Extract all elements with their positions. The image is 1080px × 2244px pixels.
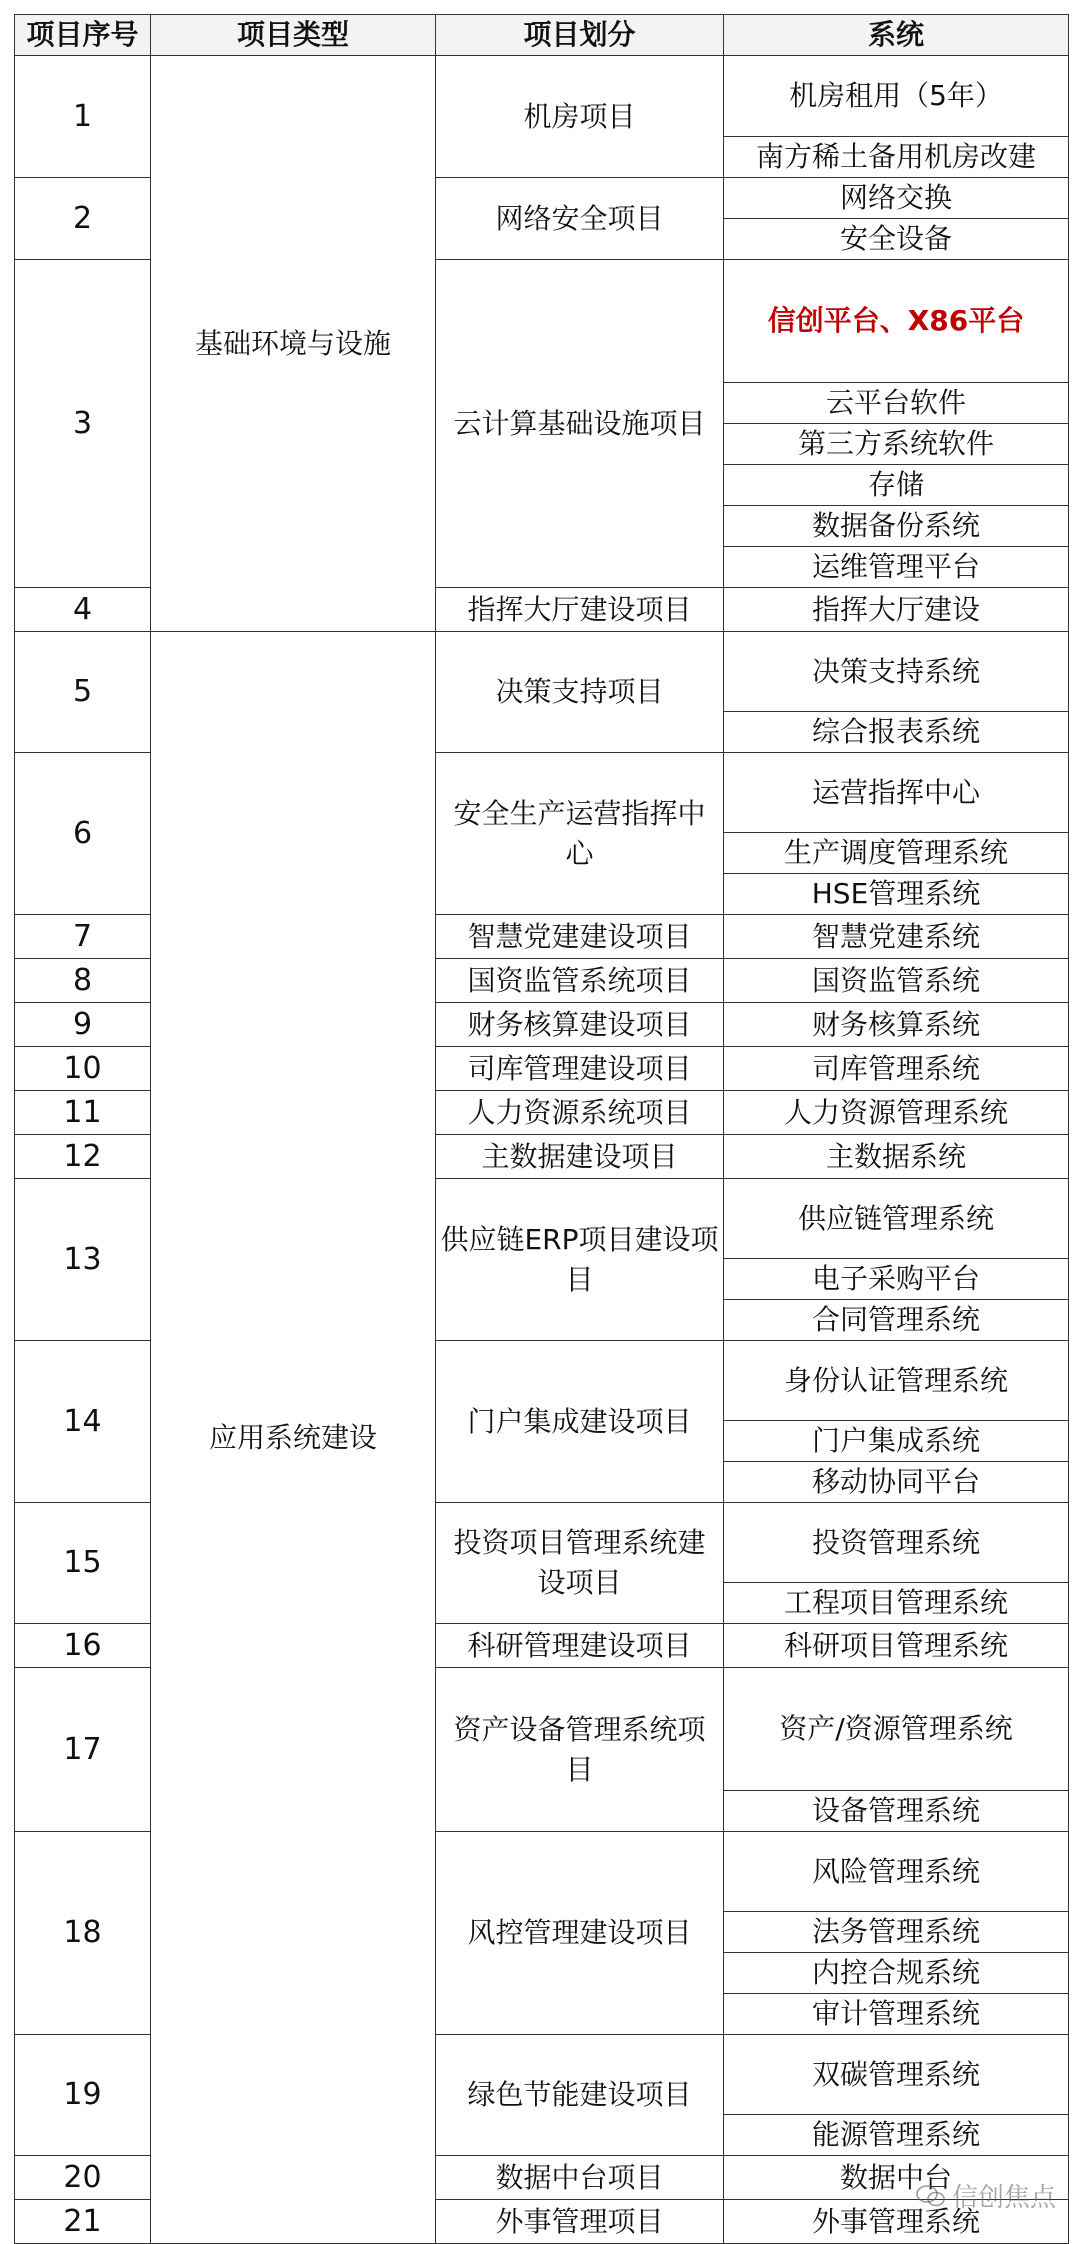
system-cell: 综合报表系统 bbox=[724, 712, 1069, 753]
project-name: 门户集成建设项目 bbox=[436, 1341, 724, 1503]
row-number: 18 bbox=[15, 1832, 151, 2035]
system-cell: 决策支持系统 bbox=[724, 632, 1069, 712]
project-name: 智慧党建建设项目 bbox=[436, 915, 724, 959]
system-cell: 运营指挥中心 bbox=[724, 753, 1069, 833]
project-name: 司库管理建设项目 bbox=[436, 1047, 724, 1091]
row-number: 1 bbox=[15, 56, 151, 178]
project-name: 供应链ERP项目建设项目 bbox=[436, 1179, 724, 1341]
row-number: 6 bbox=[15, 753, 151, 915]
project-name: 投资项目管理系统建设项目 bbox=[436, 1503, 724, 1624]
project-table bbox=[14, 14, 1069, 2244]
project-type-infrastructure: 基础环境与设施 bbox=[151, 56, 436, 632]
project-name: 外事管理项目 bbox=[436, 2200, 724, 2244]
system-cell: 能源管理系统 bbox=[724, 2115, 1069, 2156]
row-number: 16 bbox=[15, 1624, 151, 1668]
system-cell: 投资管理系统 bbox=[724, 1503, 1069, 1583]
system-cell: 法务管理系统 bbox=[724, 1912, 1069, 1953]
system-cell: 设备管理系统 bbox=[724, 1791, 1069, 1832]
system-cell: 资产/资源管理系统 bbox=[724, 1668, 1069, 1791]
system-cell: 门户集成系统 bbox=[724, 1421, 1069, 1462]
system-cell: 智慧党建系统 bbox=[724, 915, 1069, 959]
project-type-applications: 应用系统建设 bbox=[151, 632, 436, 2244]
system-cell: 科研项目管理系统 bbox=[724, 1624, 1069, 1668]
system-cell: 双碳管理系统 bbox=[724, 2035, 1069, 2115]
system-cell: 南方稀土备用机房改建 bbox=[724, 137, 1069, 178]
system-cell: 生产调度管理系统 bbox=[724, 833, 1069, 874]
header-row bbox=[15, 15, 1069, 56]
system-cell: 司库管理系统 bbox=[724, 1047, 1069, 1091]
row-number: 10 bbox=[15, 1047, 151, 1091]
system-cell: 财务核算系统 bbox=[724, 1003, 1069, 1047]
row-number: 13 bbox=[15, 1179, 151, 1341]
project-name: 科研管理建设项目 bbox=[436, 1624, 724, 1668]
row-number: 9 bbox=[15, 1003, 151, 1047]
system-cell: 第三方系统软件 bbox=[724, 424, 1069, 465]
project-name: 安全生产运营指挥中心 bbox=[436, 753, 724, 915]
row-number: 11 bbox=[15, 1091, 151, 1135]
project-name: 资产设备管理系统项目 bbox=[436, 1668, 724, 1832]
row-number: 20 bbox=[15, 2156, 151, 2200]
system-cell: HSE管理系统 bbox=[724, 874, 1069, 915]
system-cell: 数据备份系统 bbox=[724, 506, 1069, 547]
project-name: 决策支持项目 bbox=[436, 632, 724, 753]
system-cell: 电子采购平台 bbox=[724, 1259, 1069, 1300]
project-name: 网络安全项目 bbox=[436, 178, 724, 260]
row-number: 15 bbox=[15, 1503, 151, 1624]
project-name: 云计算基础设施项目 bbox=[436, 260, 724, 588]
row-number: 17 bbox=[15, 1668, 151, 1832]
system-cell: 审计管理系统 bbox=[724, 1994, 1069, 2035]
project-name: 机房项目 bbox=[436, 56, 724, 178]
system-cell: 指挥大厅建设 bbox=[724, 588, 1069, 632]
table-row bbox=[15, 632, 1069, 712]
system-cell: 内控合规系统 bbox=[724, 1953, 1069, 1994]
system-cell: 外事管理系统 bbox=[724, 2200, 1069, 2244]
system-cell: 国资监管系统 bbox=[724, 959, 1069, 1003]
project-name: 数据中台项目 bbox=[436, 2156, 724, 2200]
project-name: 人力资源系统项目 bbox=[436, 1091, 724, 1135]
row-number: 19 bbox=[15, 2035, 151, 2156]
wechat-icon bbox=[916, 2184, 946, 2208]
row-number: 14 bbox=[15, 1341, 151, 1503]
row-number: 2 bbox=[15, 178, 151, 260]
row-number: 8 bbox=[15, 959, 151, 1003]
row-number: 7 bbox=[15, 915, 151, 959]
header-project-no: 项目序号 bbox=[15, 15, 151, 56]
system-cell: 身份认证管理系统 bbox=[724, 1341, 1069, 1421]
watermark bbox=[916, 2177, 1056, 2214]
project-name: 绿色节能建设项目 bbox=[436, 2035, 724, 2156]
project-name: 主数据建设项目 bbox=[436, 1135, 724, 1179]
row-number: 3 bbox=[15, 260, 151, 588]
watermark-text: 信创焦点 bbox=[951, 2183, 1056, 2213]
system-cell: 安全设备 bbox=[724, 219, 1069, 260]
project-name: 指挥大厅建设项目 bbox=[436, 588, 724, 632]
system-cell: 移动协同平台 bbox=[724, 1462, 1069, 1503]
row-number: 4 bbox=[15, 588, 151, 632]
system-cell: 数据中台 bbox=[724, 2156, 1069, 2200]
system-cell: 风险管理系统 bbox=[724, 1832, 1069, 1912]
system-cell: 运维管理平台 bbox=[724, 547, 1069, 588]
system-cell: 工程项目管理系统 bbox=[724, 1583, 1069, 1624]
row-number: 5 bbox=[15, 632, 151, 753]
system-cell-highlight: 信创平台、X86平台 bbox=[724, 260, 1069, 383]
project-name: 风控管理建设项目 bbox=[436, 1832, 724, 2035]
row-number: 12 bbox=[15, 1135, 151, 1179]
system-cell: 供应链管理系统 bbox=[724, 1179, 1069, 1259]
header-project-type: 项目类型 bbox=[151, 15, 436, 56]
system-cell: 存储 bbox=[724, 465, 1069, 506]
system-cell: 云平台软件 bbox=[724, 383, 1069, 424]
system-cell: 机房租用（5年） bbox=[724, 56, 1069, 137]
row-number: 21 bbox=[15, 2200, 151, 2244]
table-row bbox=[15, 56, 1069, 137]
project-name: 国资监管系统项目 bbox=[436, 959, 724, 1003]
project-name: 财务核算建设项目 bbox=[436, 1003, 724, 1047]
header-project-division: 项目划分 bbox=[436, 15, 724, 56]
header-system: 系统 bbox=[724, 15, 1069, 56]
system-cell: 人力资源管理系统 bbox=[724, 1091, 1069, 1135]
system-cell: 网络交换 bbox=[724, 178, 1069, 219]
system-cell: 合同管理系统 bbox=[724, 1300, 1069, 1341]
system-cell: 主数据系统 bbox=[724, 1135, 1069, 1179]
